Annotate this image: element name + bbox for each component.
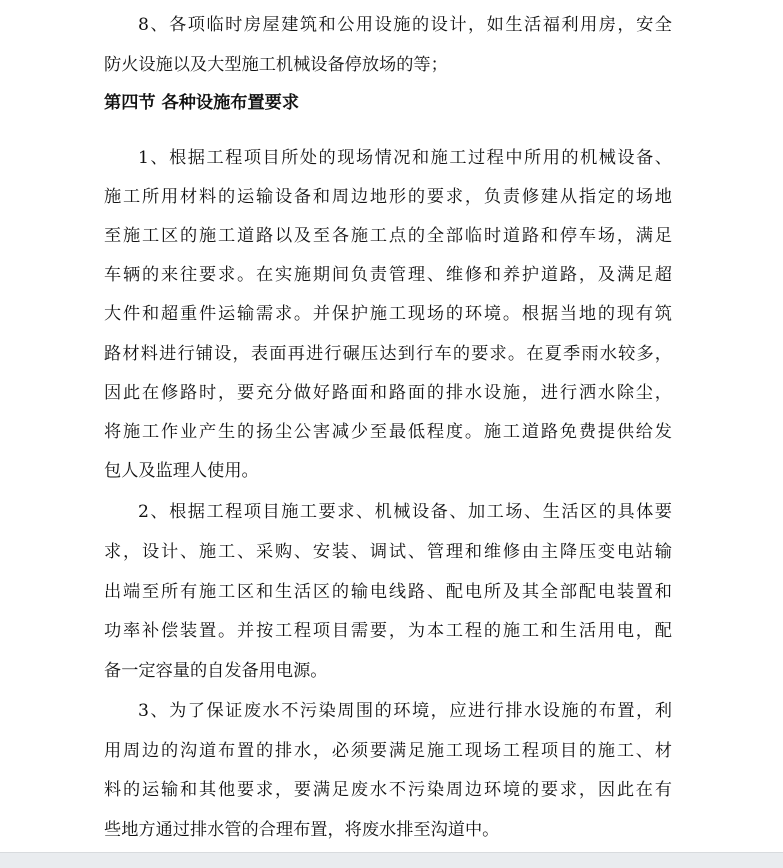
p1-line-9: 包人及监理人使用。 (104, 461, 259, 481)
p2-line-4: 功率补偿装置。并按工程项目需要，为本工程的施工和生活用电，配 (104, 621, 672, 641)
p3-line-2: 用周边的沟道布置的排水，必须要满足施工现场工程项目的施工、材 (104, 741, 672, 761)
p2-line-5: 备一定容量的自发备用电源。 (104, 661, 328, 681)
page-bottom-edge (0, 852, 783, 868)
intro-line-1: 8、各项临时房屋建筑和公用设施的设计，如生活福利用房，安全 (138, 15, 672, 35)
p3-line-3: 料的运输和其他要求，要满足废水不污染周边环境的要求，因此在有 (104, 780, 672, 800)
p2-line-3: 出端至所有施工区和生活区的输电线路、配电所及其全部配电装置和 (104, 582, 672, 602)
p1-line-4: 车辆的来往要求。在实施期间负责管理、维修和养护道路，及满足超 (104, 265, 672, 285)
p1-line-5: 大件和超重件运输需求。并保护施工现场的环境。根据当地的现有筑 (104, 304, 672, 324)
p3-line-1: 3、为了保证废水不污染周围的环境，应进行排水设施的布置，利 (138, 701, 672, 721)
p1-line-8: 将施工作业产生的扬尘公害减少至最低程度。施工道路免费提供给发 (104, 422, 672, 442)
p1-line-6: 路材料进行铺设，表面再进行碾压达到行车的要求。在夏季雨水较多， (104, 344, 672, 364)
p2-line-1: 2、根据工程项目施工要求、机械设备、加工场、生活区的具体要 (138, 502, 672, 522)
p1-line-1: 1、根据工程项目所处的现场情况和施工过程中所用的机械设备、 (138, 148, 672, 168)
p3-line-4: 些地方通过排水管的合理布置，将废水排至沟道中。 (104, 820, 500, 840)
p1-line-2: 施工所用材料的运输设备和周边地形的要求，负责修建从指定的场地 (104, 187, 672, 207)
p2-line-2: 求，设计、施工、采购、安装、调试、管理和维修由主降压变电站输 (104, 542, 672, 562)
p1-line-7: 因此在修路时，要充分做好路面和路面的排水设施，进行洒水除尘， (104, 383, 672, 403)
p1-line-3: 至施工区的施工道路以及至各施工点的全部临时道路和停车场，满足 (104, 226, 672, 246)
intro-line-2: 防火设施以及大型施工机械设备停放场的等； (104, 55, 448, 75)
section-heading: 第四节 各种设施布置要求 (104, 93, 300, 113)
